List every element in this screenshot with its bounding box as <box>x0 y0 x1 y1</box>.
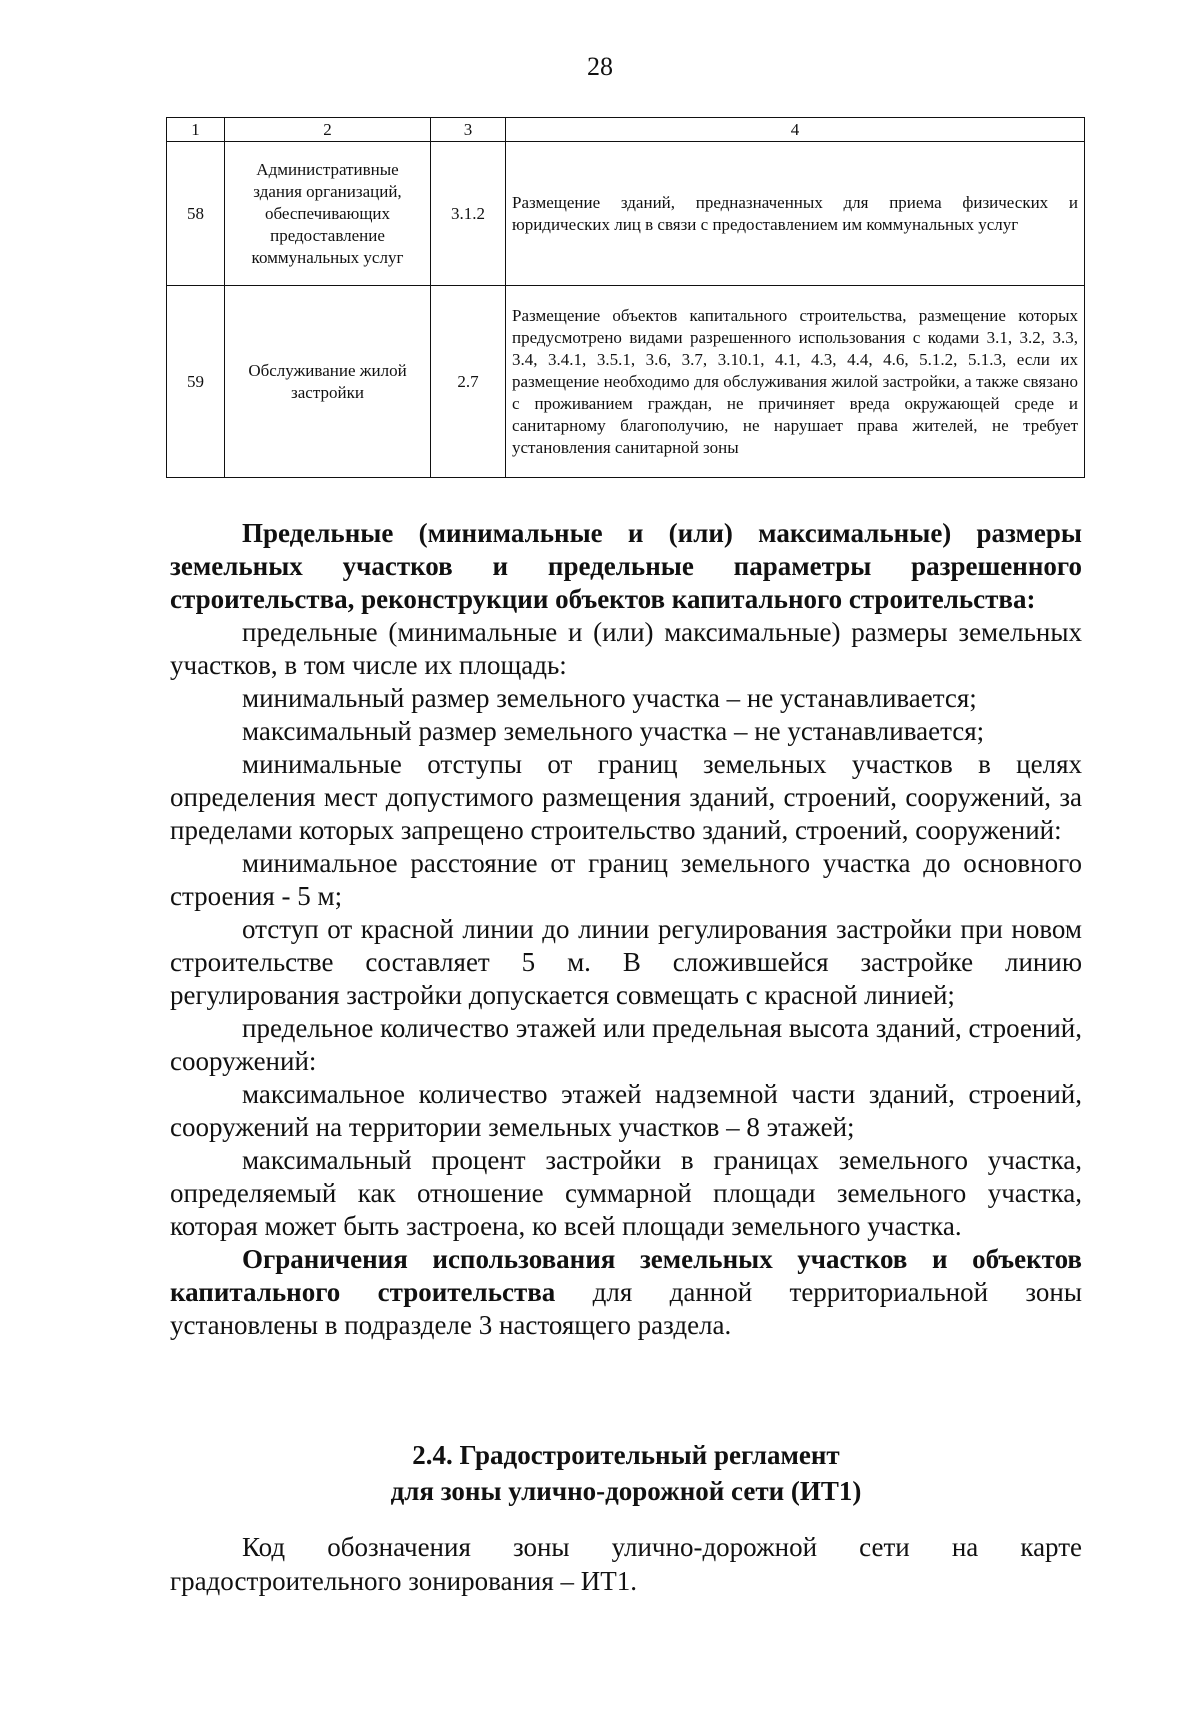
paragraph: максимальный размер земельного участка – не устанавливается; <box>242 716 985 746</box>
row-name: Административные здания организаций, обеспечивающих предоставление коммунальных услуг <box>225 142 431 286</box>
restrictions-paragraph <box>170 1243 1082 1342</box>
table-header-cell: 3 <box>431 118 506 142</box>
parameters-heading: Предельные (минимальные и (или) максимальные) размеры земельных участков и предельные параметры разрешенного строительства, реконструкции объектов капитального строительства: <box>170 518 1082 614</box>
row-code: 2.7 <box>431 286 506 478</box>
land-use-table <box>166 117 1085 478</box>
paragraph: отступ от красной линии до линии регулирования застройки при новом строительстве составляет 5 м. В сложившейся застройке линию регулирования застройки допускается совмещать с красной линией; <box>170 914 1082 1010</box>
row-description: Размещение зданий, предназначенных для приема физических и юридических лиц в связи с предоставлением им коммунальных услуг <box>506 142 1085 286</box>
row-code: 3.1.2 <box>431 142 506 286</box>
row-number: 59 <box>167 286 225 478</box>
table-header-cell: 2 <box>225 118 431 142</box>
table-header-cell: 1 <box>167 118 225 142</box>
table-header-row <box>167 118 1085 142</box>
paragraph: максимальное количество этажей надземной части зданий, строений, сооружений на территории земельных участков – 8 этажей; <box>170 1079 1082 1142</box>
section-title-line-2: для зоны улично-дорожной сети (ИТ1) <box>390 1476 862 1506</box>
paragraph: минимальные отступы от границ земельных участков в целях определения мест допустимого размещения зданий, строений, сооружений, за пределами которых запрещено строительство зданий, строений, сооружений: <box>170 749 1082 845</box>
paragraph: максимальный процент застройки в границах земельного участка, определяемый как отношение суммарной площади земельного участка, которая может быть застроена, ко всей площади земельного участка. <box>170 1145 1082 1241</box>
paragraph: минимальный размер земельного участка – не устанавливается; <box>242 683 977 713</box>
table-row <box>167 142 1085 286</box>
zone-code-text <box>170 1530 1082 1598</box>
row-description: Размещение объектов капитального строительства, размещение которых предусмотрено видами разрешенного использования с кодами 3.1, 3.2, 3.3, 3.4, 3.4.1, 3.5.1, 3.6, 3.7, 3.10.1, 4.1, 4.3, 4.4, 4.6, 5.1.2, 5.1.3, если их размещение необходимо для обслуживания жилой застройки, а также связано с проживанием граждан, не причиняет вреда окружающей среде и санитарному благополучию, не нарушает права жителей, не требует установления санитарной зоны <box>506 286 1085 478</box>
paragraph: минимальное расстояние от границ земельного участка до основного строения - 5 м; <box>170 848 1082 911</box>
table-row <box>167 286 1085 478</box>
row-name: Обслуживание жилой застройки <box>225 286 431 478</box>
row-number: 58 <box>167 142 225 286</box>
paragraph: Код обозначения зоны улично-дорожной сети на карте градостроительного зонирования – ИТ1. <box>170 1532 1082 1596</box>
paragraph: предельное количество этажей или предельная высота зданий, строений, сооружений: <box>170 1013 1082 1076</box>
regulation-text <box>170 517 1082 1342</box>
restrictions-bold: Ограничения использования земельных участков и объектов капитального строительства <box>170 1244 1082 1307</box>
page-number: 28 <box>587 52 613 81</box>
restrictions-rest: для данной территориальной зоны установлены в подразделе 3 настоящего раздела. <box>170 1277 1082 1340</box>
section-title <box>170 1437 1082 1509</box>
table-header-cell: 4 <box>506 118 1085 142</box>
paragraph: предельные (минимальные и (или) максимальные) размеры земельных участков, в том числе их площадь: <box>170 617 1082 680</box>
section-title-line-1: 2.4. Градостроительный регламент <box>412 1440 840 1470</box>
